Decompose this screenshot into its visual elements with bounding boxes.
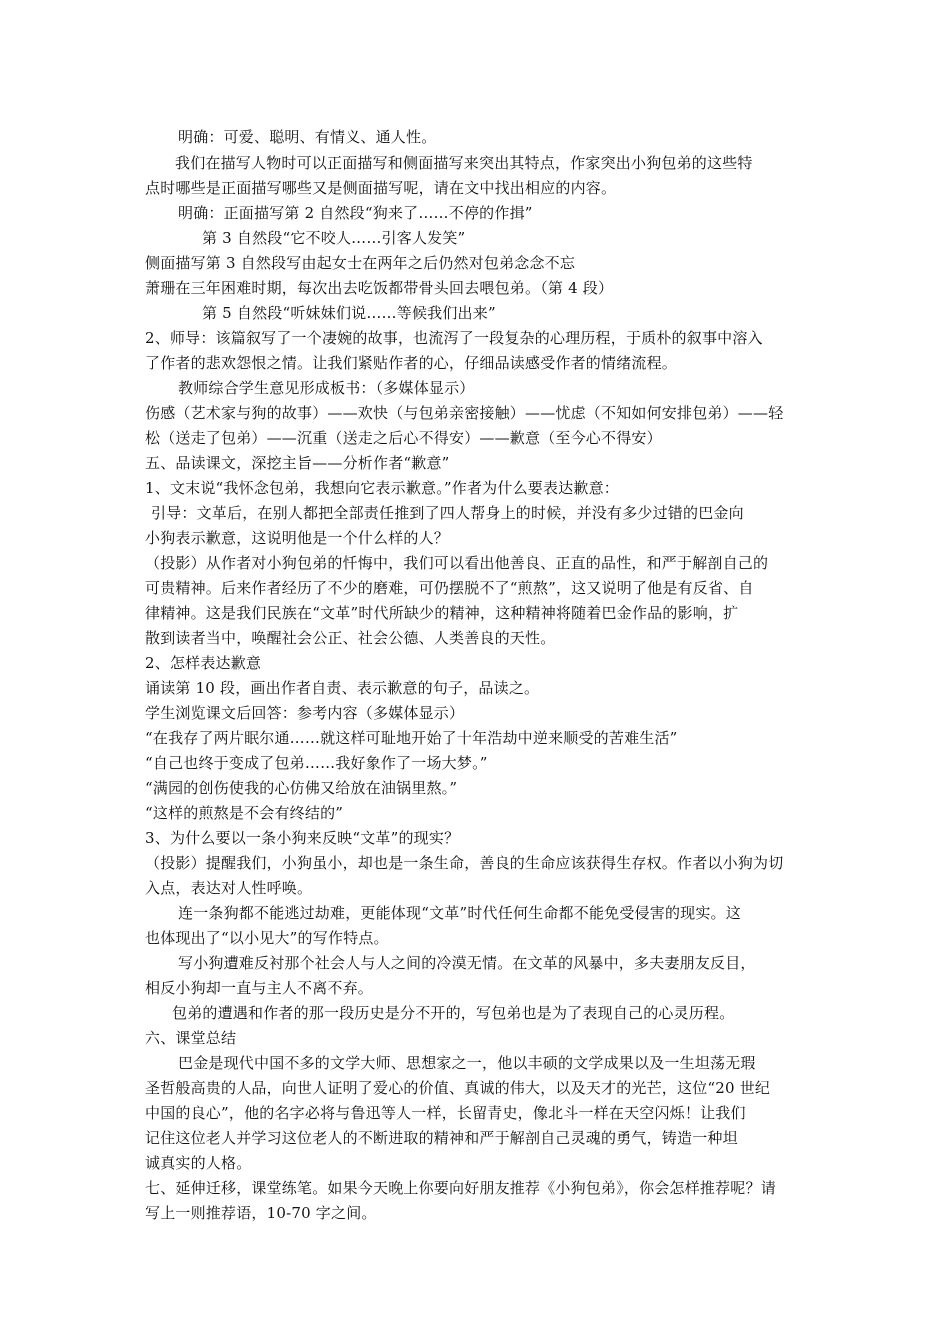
text-line: 了作者的悲欢怨恨之情。让我们紧贴作者的心，仔细品读感受作者的情绪流程。: [145, 354, 678, 372]
text-line: 松（送走了包弟）——沉重（送走之后心不得安）——歉意（至今心不得安）: [145, 429, 662, 447]
text-line: 明确：可爱、聪明、有情义、通人性。: [178, 128, 437, 146]
text-line: 小狗表示歉意，这说明他是一个什么样的人？: [145, 529, 450, 547]
text-line: 明确：正面描写第 2 自然段“狗来了……不停的作揖”: [178, 204, 533, 222]
text-line: 相反小狗却一直与主人不离不弃。: [145, 979, 374, 997]
text-line: 写上一则推荐语，10-70 字之间。: [145, 1204, 377, 1222]
text-line: 第 5 自然段“听妹妹们说……等候我们出来”: [202, 304, 496, 322]
text-line: 诚真实的人格。: [145, 1154, 252, 1172]
text-line: 第 3 自然段“它不咬人……引客人发笑”: [202, 229, 466, 247]
text-line: 连一条狗都不能逃过劫难，更能体现“文革”时代任何生命都不能免受侵害的现实。这: [178, 904, 741, 922]
text-line: 写小狗遭难反衬那个社会人与人之间的冷漠无情。在文革的风暴中，多夫妻朋友反目，: [178, 954, 756, 972]
text-line: （投影）从作者对小狗包弟的忏悔中，我们可以看出他善良、正直的品性，和严于解剖自己的: [145, 554, 769, 572]
text-line: （投影）提醒我们，小狗虽小，却也是一条生命，善良的生命应该获得生存权。作者以小狗为切: [145, 854, 784, 872]
section-heading: 六、课堂总结: [145, 1029, 237, 1047]
text-line: 圣哲般高贵的人品，向世人证明了爱心的价值、真诚的伟大，以及天才的光芒，这位“20 世纪: [145, 1079, 771, 1097]
text-line: 2、师导：该篇叙写了一个凄婉的故事，也流泻了一段复杂的心理历程，于质朴的叙事中溶入: [145, 329, 763, 347]
text-line: 1、文末说“我怀念包弟，我想向它表示歉意。”作者为什么要表达歉意：: [145, 479, 619, 497]
text-line: 中国的良心”，他的名字必将与鲁迅等人一样，长留青史，像北斗一样在天空闪烁！让我们: [145, 1104, 746, 1122]
text-line: 教师综合学生意见形成板书：（多媒体显示）: [178, 379, 475, 397]
text-line: 包弟的遭遇和作者的那一段历史是分不开的，写包弟也是为了表现自己的心灵历程。: [172, 1004, 735, 1022]
text-line: 诵读第 10 段，画出作者自责、表示歉意的句子，品读之。: [145, 679, 540, 697]
quote-line: “满园的创伤使我的心仿佛又给放在油锅里熬。”: [145, 779, 458, 797]
text-line: 学生浏览课文后回答：参考内容（多媒体显示）: [145, 704, 465, 722]
text-line: 3、为什么要以一条小狗来反映“文革”的现实？: [145, 829, 460, 847]
text-line: 2、怎样表达歉意: [145, 654, 262, 672]
text-line: 萧珊在三年困难时期，每次出去吃饭都带骨头回去喂包弟。（第 4 段）: [145, 279, 614, 297]
quote-line: “这样的煎熬是不会有终结的”: [145, 804, 344, 822]
section-heading: 七、延伸迁移，课堂练笔。如果今天晚上你要向好朋友推荐《小狗包弟》，你会怎样推荐呢？请: [145, 1179, 776, 1197]
text-line: 记住这位老人并学习这位老人的不断进取的精神和严于解剖自己灵魂的勇气，铸造一种坦: [145, 1129, 738, 1147]
quote-line: “自己也终于变成了包弟……我好象作了一场大梦。”: [145, 754, 488, 772]
text-line: 侧面描写第 3 自然段写由起女士在两年之后仍然对包弟念念不忘: [145, 254, 576, 272]
text-line: 也体现出了“以小见大”的写作特点。: [145, 929, 389, 947]
text-line: 入点，表达对人性呼唤。: [145, 879, 313, 897]
text-line: 我们在描写人物时可以正面描写和侧面描写来突出其特点，作家突出小狗包弟的这些特: [175, 154, 753, 172]
text-line: 散到读者当中，唤醒社会公正、社会公德、人类善良的天性。: [145, 629, 556, 647]
text-line: 律精神。这是我们民族在“文革”时代所缺少的精神，这种精神将随着巴金作品的影响，扩: [145, 604, 739, 622]
quote-line: “在我存了两片眠尔通……就这样可耻地开始了十年浩劫中逆来顺受的苦难生活”: [145, 729, 678, 747]
text-line: 引导：文革后，在别人都把全部责任推到了四人帮身上的时候，并没有多少过错的巴金向: [151, 504, 744, 522]
text-line: 点时哪些是正面描写哪些又是侧面描写呢，请在文中找出相应的内容。: [145, 179, 617, 197]
section-heading: 五、品读课文，深挖主旨——分析作者“歉意”: [145, 454, 450, 472]
text-line: 可贵精神。后来作者经历了不少的磨难，可仍摆脱不了“煎熬”，这又说明了他是有反省、自: [145, 579, 754, 597]
text-line: 巴金是现代中国不多的文学大师、思想家之一，他以丰硕的文学成果以及一生坦荡无瑕: [178, 1054, 756, 1072]
text-line: 伤感（艺术家与狗的故事）——欢快（与包弟亲密接触）——忧虑（不知如何安排包弟）——轻: [145, 404, 784, 422]
